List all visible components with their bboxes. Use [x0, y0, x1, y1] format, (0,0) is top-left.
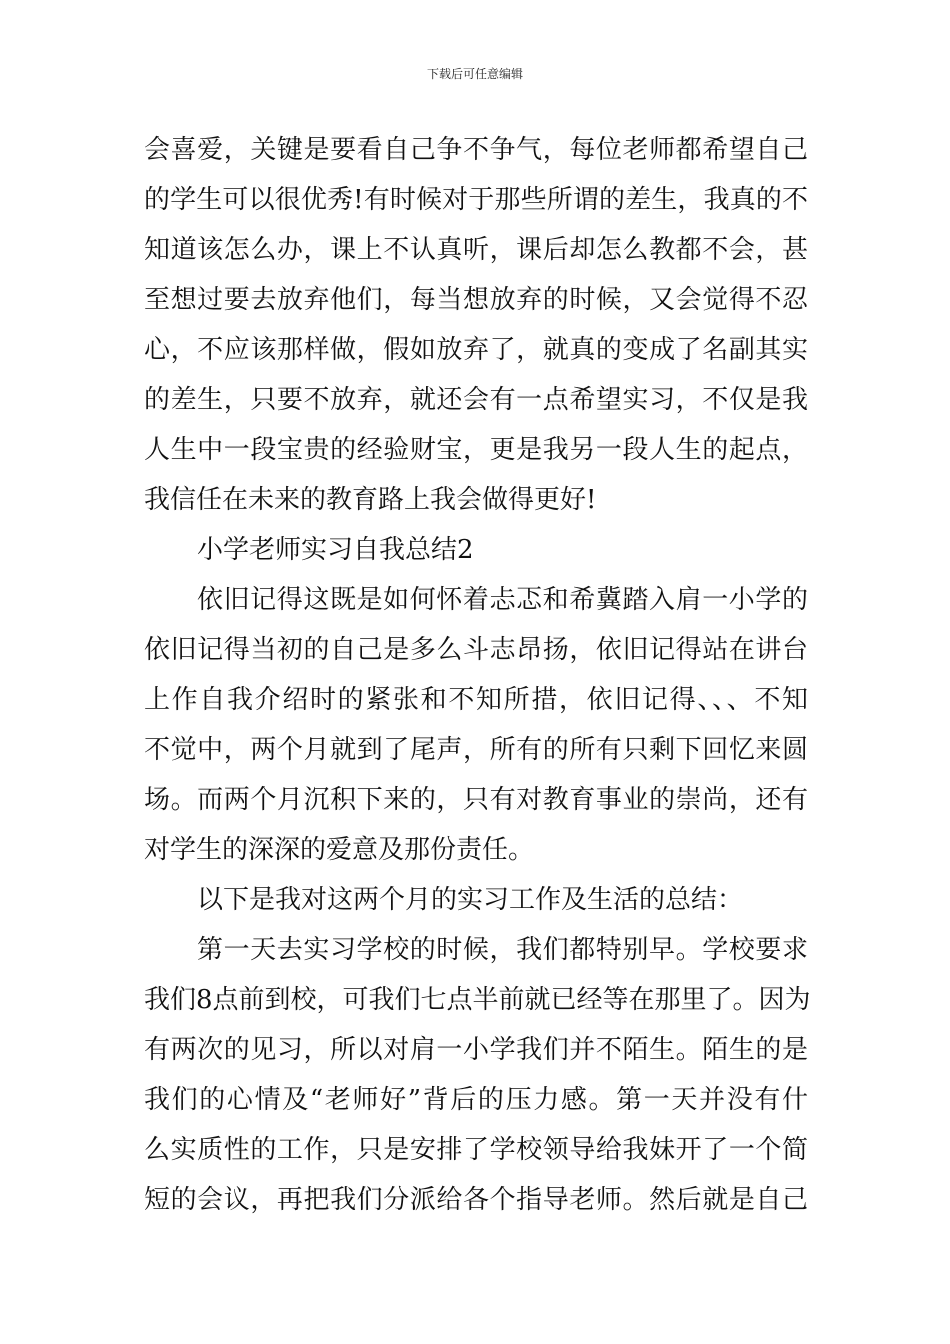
text-line: 知道该怎么办，课上不认真听，课后却怎么教都不会，甚: [144, 235, 808, 265]
text-line: 的学生可以很优秀!有时候对于那些所谓的差生，我真的不: [144, 185, 808, 215]
text-line: 我们8点前到校，可我们七点半前就已经等在那里了。因为: [144, 985, 811, 1015]
text-line: 人生中一段宝贵的经验财宝，更是我另一段人生的起点，: [144, 435, 808, 465]
text-line: 短的会议，再把我们分派给各个指导老师。然后就是自己: [144, 1185, 808, 1215]
section-heading: 小学老师实习自我总结2: [197, 535, 474, 565]
text-line: 对学生的深深的爱意及那份责任。: [144, 835, 535, 865]
text-line: 第一天去实习学校的时候，我们都特别早。学校要求: [197, 935, 808, 965]
text-line: 的差生，只要不放弃，就还会有一点希望实习，不仅是我: [144, 385, 808, 415]
text-line: 上作自我介绍时的紧张和不知所措，依旧记得、、、不知: [144, 685, 808, 715]
text-line: 场。而两个月沉积下来的，只有对教育事业的崇尚，还有: [144, 785, 808, 815]
text-line: 不觉中，两个月就到了尾声，所有的所有只剩下回忆来圆: [144, 735, 808, 765]
text-line: 至想过要去放弃他们，每当想放弃的时候，又会觉得不忍: [144, 285, 808, 315]
text-line: 依旧记得当初的自己是多么斗志昂扬，依旧记得站在讲台: [144, 635, 808, 665]
text-line: 会喜爱，关键是要看自己争不争气，每位老师都希望自己: [144, 135, 808, 165]
text-line: 依旧记得这既是如何怀着忐忑和希冀踏入肩一小学的: [197, 585, 808, 615]
text-line: 我信任在未来的教育路上我会做得更好!: [144, 485, 597, 515]
text-line: 我们的心情及“老师好”背后的压力感。第一天并没有什: [144, 1085, 808, 1115]
text-line: 么实质性的工作，只是安排了学校领导给我妹开了一个简: [144, 1135, 808, 1165]
text-line: 心，不应该那样做，假如放弃了，就真的变成了名副其实: [144, 335, 808, 365]
page-header-note: 下载后可任意编辑: [426, 67, 523, 81]
text-line: 有两次的见习，所以对肩一小学我们并不陌生。陌生的是: [144, 1035, 808, 1065]
text-line: 以下是我对这两个月的实习工作及生活的总结：: [197, 885, 744, 915]
